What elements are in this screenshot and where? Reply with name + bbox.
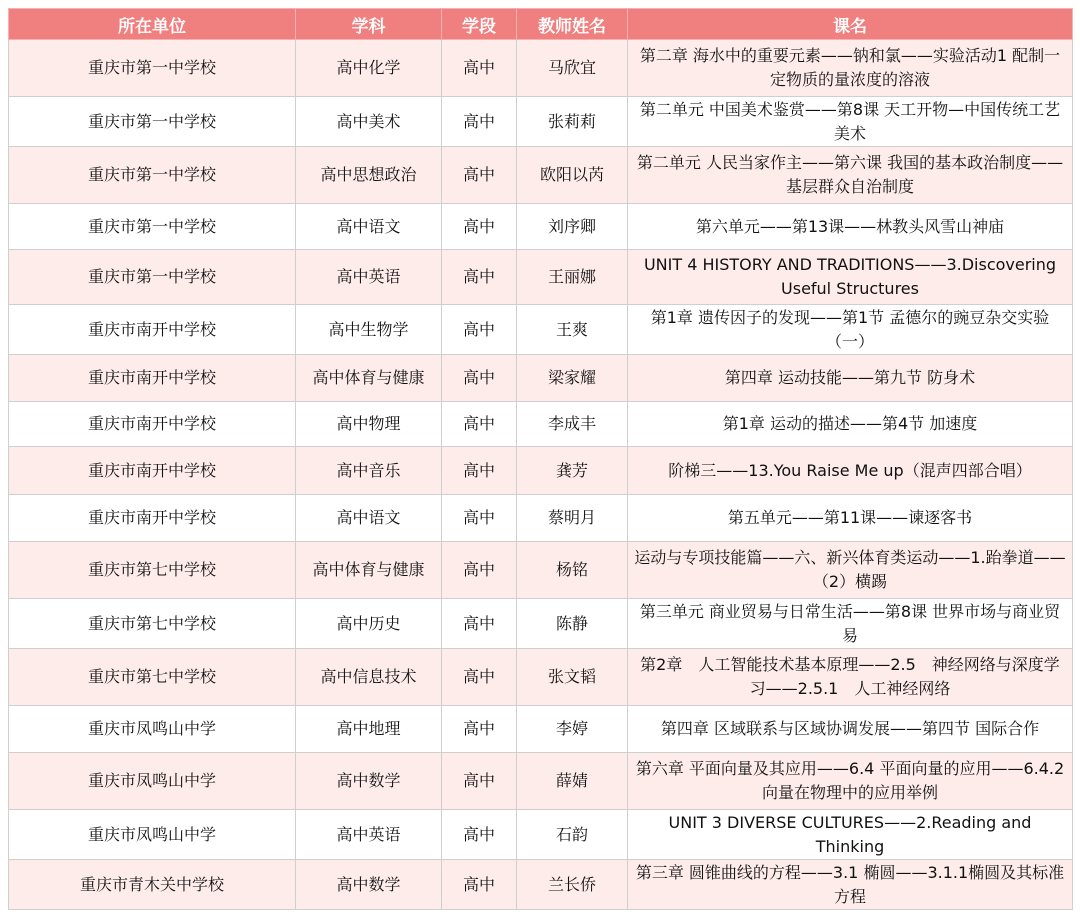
table-row xyxy=(9,753,1073,810)
table-row xyxy=(9,204,1073,250)
cell-stage: 高中 xyxy=(442,447,517,495)
cell-teacher: 李婷 xyxy=(517,706,628,753)
cell-unit: 重庆市第一中学校 xyxy=(9,97,296,147)
cell-course: 第2章 人工智能技术基本原理——2.5 神经网络与深度学习——2.5.1 人工神经网络 xyxy=(628,649,1073,706)
cell-course: 第六章 平面向量及其应用——6.4 平面向量的应用——6.4.2向量在物理中的应用举例 xyxy=(628,753,1073,810)
cell-stage: 高中 xyxy=(442,40,517,97)
header-stage: 学段 xyxy=(442,9,517,40)
cell-teacher: 陈静 xyxy=(517,599,628,649)
cell-stage: 高中 xyxy=(442,402,517,447)
header-unit: 所在单位 xyxy=(9,9,296,40)
table-row xyxy=(9,305,1073,355)
table-row xyxy=(9,649,1073,706)
cell-subject: 高中生物学 xyxy=(296,305,442,355)
cell-unit: 重庆市第一中学校 xyxy=(9,40,296,97)
header-teacher: 教师姓名 xyxy=(517,9,628,40)
cell-stage: 高中 xyxy=(442,649,517,706)
cell-teacher: 张文韬 xyxy=(517,649,628,706)
cell-subject: 高中语文 xyxy=(296,495,442,542)
cell-subject: 高中历史 xyxy=(296,599,442,649)
cell-course: 运动与专项技能篇——六、新兴体育类运动——1.跆拳道——（2）横踢 xyxy=(628,542,1073,599)
cell-course: 第三单元 商业贸易与日常生活——第8课 世界市场与商业贸易 xyxy=(628,599,1073,649)
cell-subject: 高中信息技术 xyxy=(296,649,442,706)
cell-subject: 高中地理 xyxy=(296,706,442,753)
cell-teacher: 梁家耀 xyxy=(517,355,628,402)
table-body xyxy=(9,40,1073,910)
cell-unit: 重庆市第七中学校 xyxy=(9,649,296,706)
header-subject: 学科 xyxy=(296,9,442,40)
cell-stage: 高中 xyxy=(442,495,517,542)
cell-teacher: 马欣宜 xyxy=(517,40,628,97)
course-table-container xyxy=(8,8,1072,910)
cell-unit: 重庆市南开中学校 xyxy=(9,305,296,355)
cell-course: 第三章 圆锥曲线的方程——3.1 椭圆——3.1.1椭圆及其标准方程 xyxy=(628,860,1073,910)
cell-course: 第四章 运动技能——第九节 防身术 xyxy=(628,355,1073,402)
table-row xyxy=(9,810,1073,860)
table-header-row xyxy=(9,9,1073,40)
cell-stage: 高中 xyxy=(442,860,517,910)
cell-course: 第二单元 人民当家作主——第六课 我国的基本政治制度——基层群众自治制度 xyxy=(628,147,1073,204)
cell-stage: 高中 xyxy=(442,250,517,305)
cell-stage: 高中 xyxy=(442,706,517,753)
cell-teacher: 兰长侨 xyxy=(517,860,628,910)
cell-unit: 重庆市凤鸣山中学 xyxy=(9,753,296,810)
cell-subject: 高中语文 xyxy=(296,204,442,250)
cell-course: 第五单元——第11课——谏逐客书 xyxy=(628,495,1073,542)
table-row xyxy=(9,447,1073,495)
cell-subject: 高中体育与健康 xyxy=(296,542,442,599)
table-row xyxy=(9,495,1073,542)
cell-unit: 重庆市南开中学校 xyxy=(9,447,296,495)
cell-subject: 高中音乐 xyxy=(296,447,442,495)
cell-teacher: 王爽 xyxy=(517,305,628,355)
cell-unit: 重庆市第一中学校 xyxy=(9,250,296,305)
cell-stage: 高中 xyxy=(442,97,517,147)
course-table xyxy=(8,8,1073,910)
cell-teacher: 李成丰 xyxy=(517,402,628,447)
cell-subject: 高中体育与健康 xyxy=(296,355,442,402)
cell-course: 第六单元——第13课——林教头风雪山神庙 xyxy=(628,204,1073,250)
table-row xyxy=(9,542,1073,599)
cell-teacher: 刘序卿 xyxy=(517,204,628,250)
table-row xyxy=(9,40,1073,97)
cell-unit: 重庆市第七中学校 xyxy=(9,599,296,649)
cell-teacher: 蔡明月 xyxy=(517,495,628,542)
cell-subject: 高中数学 xyxy=(296,753,442,810)
cell-course: 第1章 运动的描述——第4节 加速度 xyxy=(628,402,1073,447)
cell-stage: 高中 xyxy=(442,753,517,810)
cell-course: UNIT 3 DIVERSE CULTURES——2.Reading and Thinking xyxy=(628,810,1073,860)
cell-subject: 高中物理 xyxy=(296,402,442,447)
cell-stage: 高中 xyxy=(442,599,517,649)
cell-teacher: 杨铭 xyxy=(517,542,628,599)
cell-unit: 重庆市凤鸣山中学 xyxy=(9,810,296,860)
cell-teacher: 王丽娜 xyxy=(517,250,628,305)
cell-unit: 重庆市第一中学校 xyxy=(9,147,296,204)
cell-subject: 高中化学 xyxy=(296,40,442,97)
cell-teacher: 张莉莉 xyxy=(517,97,628,147)
header-course: 课名 xyxy=(628,9,1073,40)
cell-stage: 高中 xyxy=(442,147,517,204)
cell-stage: 高中 xyxy=(442,305,517,355)
cell-course: 第四章 区域联系与区域协调发展——第四节 国际合作 xyxy=(628,706,1073,753)
cell-subject: 高中思想政治 xyxy=(296,147,442,204)
cell-teacher: 薛婧 xyxy=(517,753,628,810)
cell-stage: 高中 xyxy=(442,204,517,250)
cell-unit: 重庆市南开中学校 xyxy=(9,402,296,447)
table-row xyxy=(9,706,1073,753)
table-row xyxy=(9,97,1073,147)
cell-unit: 重庆市南开中学校 xyxy=(9,355,296,402)
cell-subject: 高中数学 xyxy=(296,860,442,910)
table-row xyxy=(9,147,1073,204)
cell-teacher: 石韵 xyxy=(517,810,628,860)
cell-course: UNIT 4 HISTORY AND TRADITIONS——3.Discovering Useful Structures xyxy=(628,250,1073,305)
cell-course: 阶梯三——13.You Raise Me up（混声四部合唱） xyxy=(628,447,1073,495)
table-row xyxy=(9,599,1073,649)
cell-subject: 高中美术 xyxy=(296,97,442,147)
cell-subject: 高中英语 xyxy=(296,250,442,305)
cell-unit: 重庆市南开中学校 xyxy=(9,495,296,542)
cell-unit: 重庆市第七中学校 xyxy=(9,542,296,599)
cell-unit: 重庆市青木关中学校 xyxy=(9,860,296,910)
table-row xyxy=(9,250,1073,305)
table-row xyxy=(9,860,1073,910)
cell-course: 第二章 海水中的重要元素——钠和氯——实验活动1 配制一定物质的量浓度的溶液 xyxy=(628,40,1073,97)
cell-course: 第1章 遗传因子的发现——第1节 孟德尔的豌豆杂交实验（一） xyxy=(628,305,1073,355)
table-row xyxy=(9,355,1073,402)
cell-stage: 高中 xyxy=(442,355,517,402)
cell-unit: 重庆市凤鸣山中学 xyxy=(9,706,296,753)
cell-stage: 高中 xyxy=(442,542,517,599)
cell-subject: 高中英语 xyxy=(296,810,442,860)
cell-course: 第二单元 中国美术鉴赏——第8课 天工开物—中国传统工艺美术 xyxy=(628,97,1073,147)
cell-teacher: 欧阳以芮 xyxy=(517,147,628,204)
cell-stage: 高中 xyxy=(442,810,517,860)
table-row xyxy=(9,402,1073,447)
cell-unit: 重庆市第一中学校 xyxy=(9,204,296,250)
cell-teacher: 龚芳 xyxy=(517,447,628,495)
